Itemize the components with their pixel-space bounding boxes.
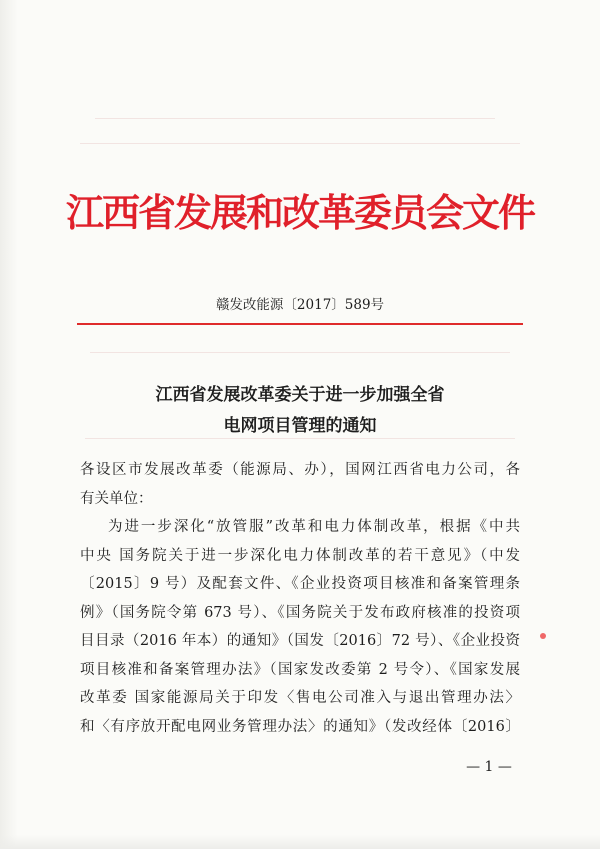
- ink-mark: [540, 633, 546, 639]
- red-separator-rule: [77, 323, 523, 325]
- body-line: 例》（国务院令第 673 号）、《国务院关于发布政府核准的投资项: [80, 604, 520, 621]
- notice-title-line: 电网项目管理的通知: [223, 416, 377, 436]
- body-line: 中央 国务院关于进一步深化电力体制改革的若干意见》（中发: [80, 547, 520, 564]
- page-number: — 1 —: [466, 759, 512, 775]
- body-paragraph: [80, 513, 520, 741]
- notice-title: [0, 380, 600, 442]
- body-line: 〔2015〕9 号）及配套文件、《企业投资项目核准和备案管理条: [80, 576, 520, 592]
- scan-bottom-shadow: [0, 835, 600, 849]
- body-line: 改革委 国家能源局关于印发〈售电公司准入与退出管理办法〉: [80, 690, 520, 706]
- body-line: 为进一步深化“放管服”改革和电力体制改革，根据《中共: [108, 519, 520, 535]
- recipients-line: 各设区市发展改革委（能源局、办），国网江西省电力公司，各: [80, 462, 520, 478]
- show-through-line: [95, 118, 495, 119]
- body-line: 和〈有序放开配电网业务管理办法〉的通知》（发改经体〔2016〕: [80, 718, 520, 735]
- document-number: 赣发改能源〔2017〕589号: [215, 297, 385, 313]
- body-line: 目目录（2016 年本）的通知》（国发〔2016〕72 号）、《企业投资: [80, 633, 520, 649]
- issuer-header-title: 江西省发展和改革委员会文件: [65, 191, 534, 235]
- recipients-line: 有关单位：: [80, 490, 153, 507]
- body-line: 项目核准和备案管理办法》（国家发改委第 2 号令）、《国家发展: [80, 661, 520, 678]
- notice-title-line: 江西省发展改革委关于进一步加强全省: [155, 385, 445, 405]
- show-through-line: [80, 143, 520, 144]
- recipients-paragraph: [80, 456, 520, 513]
- show-through-line: [90, 352, 510, 353]
